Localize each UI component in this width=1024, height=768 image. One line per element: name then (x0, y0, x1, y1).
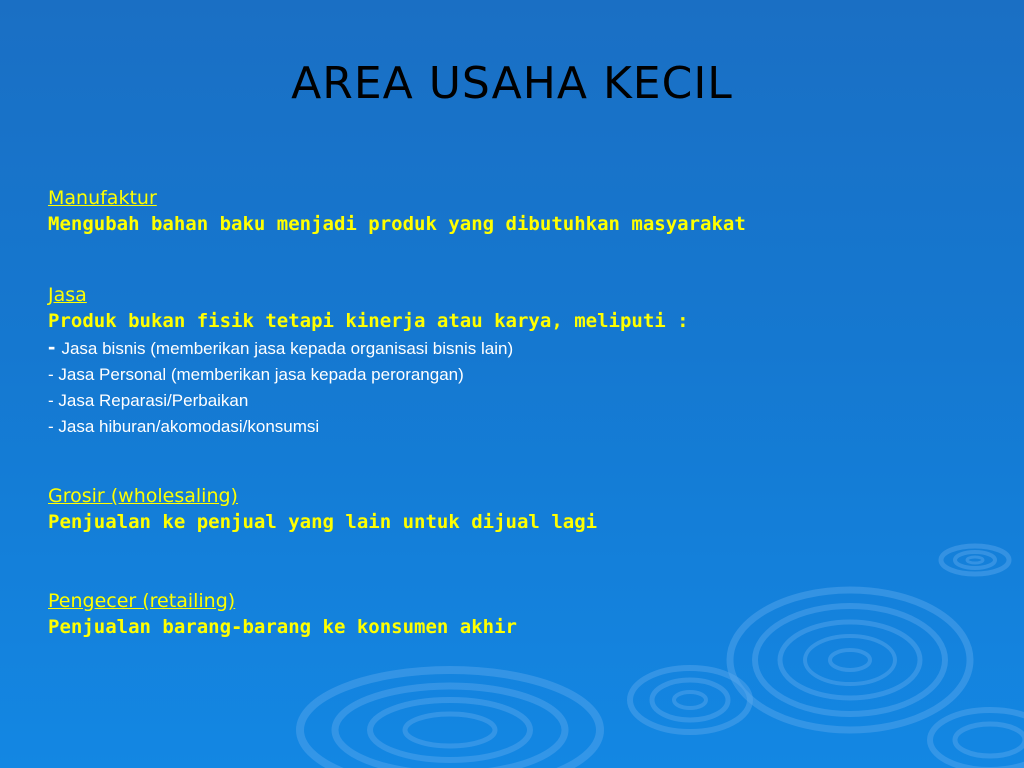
section-description: Mengubah bahan baku menjadi produk yang dibutuhkan masyarakat (48, 213, 746, 235)
list-item: - Jasa Reparasi/Perbaikan (48, 391, 249, 410)
section-heading: Jasa (48, 284, 87, 306)
section-description: Produk bukan fisik tetapi kinerja atau karya, meliputi : (48, 310, 689, 332)
section-jasa (48, 282, 689, 440)
section-description: Penjualan barang-barang ke konsumen akhir (48, 616, 517, 638)
section-pengecer (48, 588, 517, 640)
list-item: - Jasa Personal (memberikan jasa kepada perorangan) (48, 365, 464, 384)
list-item-text: Jasa hiburan/akomodasi/konsumsi (58, 417, 320, 436)
list-item-text: Jasa Reparasi/Perbaikan (58, 391, 249, 410)
section-grosir (48, 483, 597, 535)
section-heading: Manufaktur (48, 187, 157, 209)
list-item: - Jasa hiburan/akomodasi/konsumsi (48, 417, 320, 436)
slide-title: AREA USAHA KECIL (291, 58, 733, 109)
section-heading: Grosir (wholesaling) (48, 485, 238, 507)
section-heading: Pengecer (retailing) (48, 590, 236, 612)
section-description: Penjualan ke penjual yang lain untuk dijual lagi (48, 511, 598, 533)
list-item: - Jasa bisnis (memberikan jasa kepada organisasi bisnis lain) (48, 334, 514, 359)
list-item-text: Jasa Personal (memberikan jasa kepada perorangan) (58, 365, 464, 384)
list-item-text: Jasa bisnis (memberikan jasa kepada organisasi bisnis lain) (61, 339, 514, 358)
section-manufaktur (48, 185, 746, 237)
